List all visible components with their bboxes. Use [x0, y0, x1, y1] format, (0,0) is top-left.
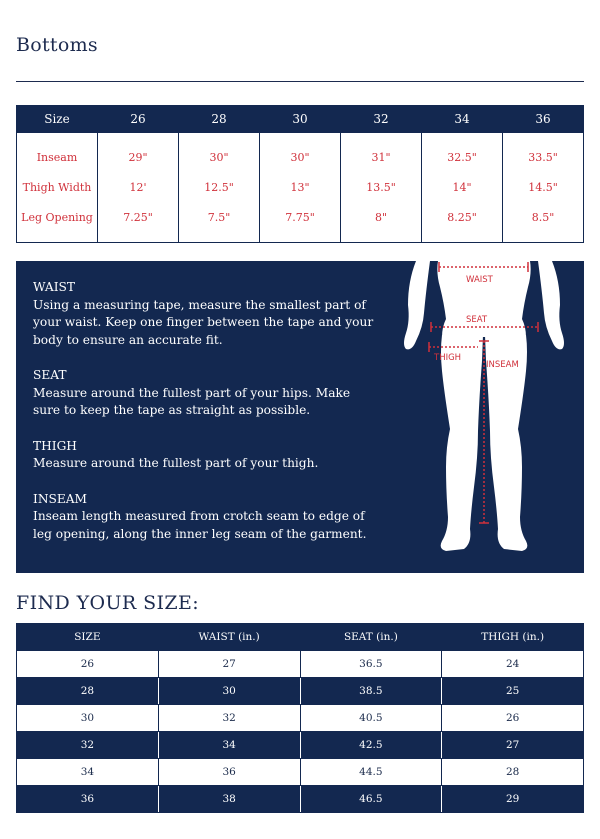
- row-label: Leg Opening: [17, 203, 98, 243]
- table-cell: 8.5": [503, 203, 584, 243]
- page-title: Bottoms: [16, 34, 98, 56]
- table-cell: 13.5": [341, 173, 422, 203]
- measure-description: Measure around the fullest part of your thigh.: [33, 456, 319, 470]
- table-cell: 27: [442, 732, 584, 759]
- measure-section-waist: [33, 279, 378, 349]
- find-header: THIGH (in.): [442, 624, 584, 651]
- size-chart-header: 34: [422, 106, 503, 133]
- table-cell: 29": [98, 133, 179, 173]
- table-cell: 28: [442, 759, 584, 786]
- table-cell: 7.25": [98, 203, 179, 243]
- table-row: [17, 705, 584, 732]
- measure-heading: WAIST: [33, 280, 76, 294]
- measure-heading: THIGH: [33, 438, 77, 453]
- find-your-size-table: [16, 623, 584, 813]
- find-header: SEAT (in.): [300, 624, 442, 651]
- table-cell: 26: [442, 705, 584, 732]
- title-divider: [16, 81, 584, 82]
- measure-heading: SEAT: [33, 368, 67, 382]
- body-measurement-illustration: [386, 261, 584, 573]
- row-label: Thigh Width: [17, 173, 98, 203]
- size-chart-header: 26: [98, 106, 179, 133]
- table-cell: 36.5: [300, 651, 442, 678]
- measure-description: Measure around the fullest part of your hips. Make sure to keep the tape as straight as possible.: [33, 385, 351, 417]
- table-cell: 33.5": [503, 133, 584, 173]
- table-cell: 38.5: [300, 678, 442, 705]
- measure-section-inseam: [33, 491, 378, 544]
- how-to-measure-panel: [16, 261, 584, 573]
- table-cell: 14": [422, 173, 503, 203]
- measure-description: Using a measuring tape, measure the smallest part of your waist. Keep one finger between the tape and your body to ensure an accurate fit.: [33, 297, 374, 347]
- size-chart-header: 36: [503, 106, 584, 133]
- size-chart-header: 30: [260, 106, 341, 133]
- table-cell: 34: [158, 732, 300, 759]
- table-cell: 44.5: [300, 759, 442, 786]
- table-row: [17, 678, 584, 705]
- measure-instructions: [33, 279, 378, 561]
- table-cell: 8.25": [422, 203, 503, 243]
- find-header: SIZE: [17, 624, 159, 651]
- table-cell: 42.5: [300, 732, 442, 759]
- table-cell: 30: [17, 705, 159, 732]
- size-chart-row-thigh-width: [17, 173, 584, 203]
- table-cell: 28: [17, 678, 159, 705]
- find-header-row: [17, 624, 584, 651]
- table-cell: 30: [158, 678, 300, 705]
- measure-section-thigh: [33, 438, 378, 473]
- size-chart-row-leg-opening: [17, 203, 584, 243]
- table-cell: 32: [158, 705, 300, 732]
- find-your-size-title: FIND YOUR SIZE:: [16, 592, 200, 614]
- table-cell: 30": [179, 133, 260, 173]
- thigh-label: THIGH: [434, 353, 462, 363]
- waist-label: WAIST: [466, 275, 493, 285]
- table-cell: 13": [260, 173, 341, 203]
- size-chart-row-inseam: [17, 133, 584, 173]
- table-cell: 14.5": [503, 173, 584, 203]
- find-header: WAIST (in.): [158, 624, 300, 651]
- table-cell: 7.75": [260, 203, 341, 243]
- size-chart-header-row: [17, 106, 584, 133]
- seat-label: SEAT: [466, 315, 488, 325]
- table-cell: 31": [341, 133, 422, 173]
- table-row: [17, 759, 584, 786]
- table-cell: 29: [442, 786, 584, 813]
- table-cell: 26: [17, 651, 159, 678]
- table-cell: 12': [98, 173, 179, 203]
- table-cell: 34: [17, 759, 159, 786]
- row-label: Inseam: [17, 133, 98, 173]
- measure-description: Inseam length measured from crotch seam to edge of leg opening, along the inner leg seam of the garment.: [33, 509, 367, 541]
- table-cell: 32: [17, 732, 159, 759]
- size-chart-header: 32: [341, 106, 422, 133]
- size-chart-header: Size: [17, 106, 98, 133]
- table-cell: 25: [442, 678, 584, 705]
- table-cell: 7.5": [179, 203, 260, 243]
- table-cell: 24: [442, 651, 584, 678]
- table-cell: 32.5": [422, 133, 503, 173]
- table-cell: 12.5": [179, 173, 260, 203]
- table-cell: 40.5: [300, 705, 442, 732]
- inseam-label: INSEAM: [486, 360, 519, 370]
- table-cell: 36: [17, 786, 159, 813]
- table-cell: 27: [158, 651, 300, 678]
- table-cell: 36: [158, 759, 300, 786]
- table-cell: 8": [341, 203, 422, 243]
- size-chart-header: 28: [179, 106, 260, 133]
- measure-section-seat: [33, 367, 378, 420]
- measure-heading: INSEAM: [33, 491, 88, 506]
- table-row: [17, 786, 584, 813]
- table-cell: 38: [158, 786, 300, 813]
- size-chart-table: [16, 105, 584, 243]
- table-cell: 46.5: [300, 786, 442, 813]
- table-row: [17, 651, 584, 678]
- table-cell: 30": [260, 133, 341, 173]
- table-row: [17, 732, 584, 759]
